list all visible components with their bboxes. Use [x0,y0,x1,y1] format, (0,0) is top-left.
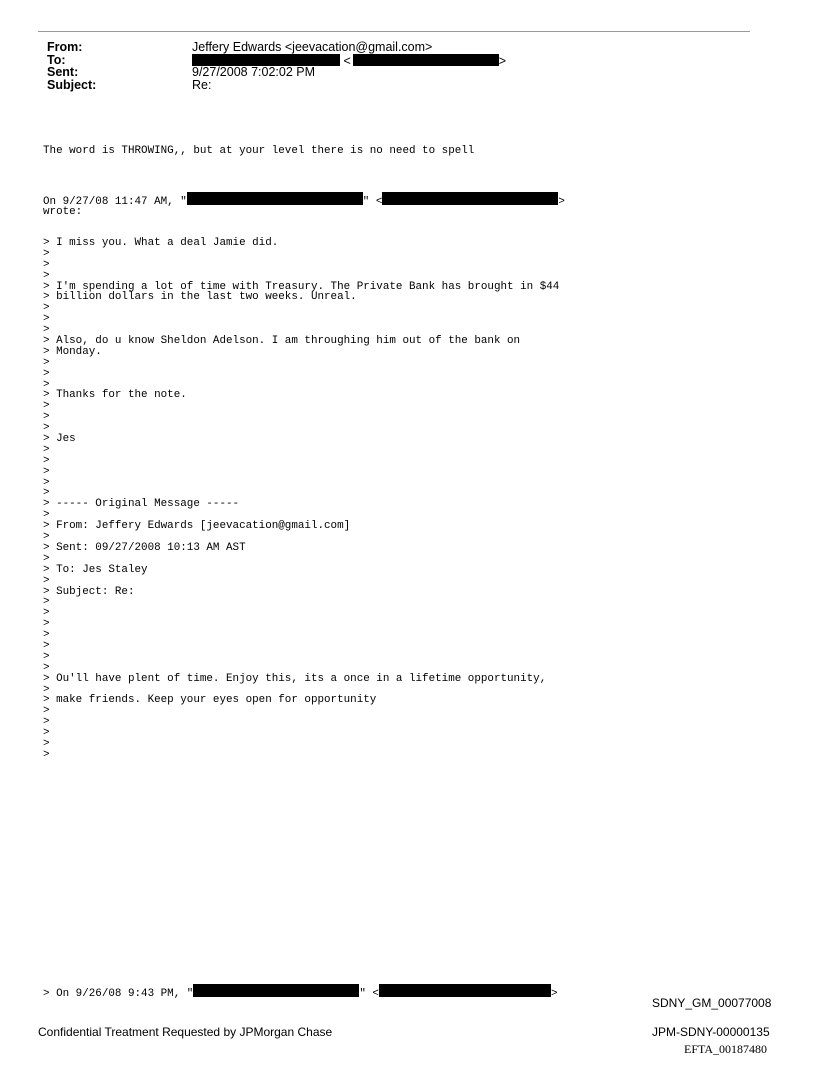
on-wrote-line [43,192,565,208]
sent-label: Sent: [47,65,79,79]
confidential-notice: Confidential Treatment Requested by JPMorgan Chase [38,1025,333,1039]
quoted-line: > billion dollars in the last two weeks. Unreal. [43,291,357,304]
quoted-line: > [43,509,50,522]
redaction-bar [379,984,551,997]
last-end: > [550,988,558,1000]
redaction-bar [382,192,558,205]
redaction-bar [192,54,340,66]
quoted-line: > I miss you. What a deal Jamie did. [43,237,279,249]
quoted-line: > Ou'll have plent of time. Enjoy this, its a once in a lifetime opportunity, [43,672,547,685]
quoted-line: > [43,661,50,674]
redaction-bar [193,984,359,997]
quoted-line: > [43,618,50,631]
quoted-line: > [43,639,50,652]
top-divider [38,31,750,32]
to-lt: < [343,53,351,68]
quoted-line: > [43,454,50,467]
quoted-line: > [43,411,50,424]
quoted-line: > Sent: 09/27/2008 10:13 AM AST [43,541,246,554]
redaction-bar [187,192,363,205]
quoted-line: > [43,737,50,750]
quoted-line: > [43,302,50,315]
bates-jpm: JPM-SDNY-00000135 [652,1025,770,1039]
to-gt: > [498,53,507,68]
quoted-line: > Thanks for the note. [43,389,187,402]
on-mid: " < [362,196,383,208]
last-on-line [43,984,557,1000]
quoted-line: > [43,683,50,696]
quoted-line: > [43,552,50,565]
quoted-line: > [43,465,50,478]
quoted-line: > [43,422,50,435]
quoted-line: > [43,596,50,609]
quoted-line: > [43,716,50,729]
on-prefix: On 9/27/08 11:47 AM, " [43,196,187,208]
quoted-line: > [43,324,50,337]
quoted-line: > [43,487,50,500]
quoted-line: > [43,443,50,456]
quoted-line: > [43,313,50,326]
quoted-line: > From: Jeffery Edwards [jeevacation@gmail.com] [43,520,351,533]
redaction-bar [353,54,499,66]
last-prefix: > On 9/26/08 9:43 PM, " [43,988,194,1000]
quoted-line: > To: Jes Staley [43,563,148,576]
efta-number: EFTA_00187480 [684,1042,768,1056]
quoted-line: > [43,400,50,413]
wrote-label: wrote: [43,206,83,218]
quoted-line: > [43,705,50,718]
from-value: Jeffery Edwards <jeevacation@gmail.com> [192,40,433,54]
quoted-line: > [43,258,50,271]
quoted-line: > [43,531,50,544]
subject-value: Re: [192,77,212,92]
quoted-line: > [43,650,50,663]
quoted-line: > Monday. [43,345,102,358]
to-label: To: [47,52,66,67]
quoted-line: > [43,269,50,282]
on-end: > [558,196,565,208]
quoted-line: > ----- Original Message ----- [43,498,240,511]
subject-label: Subject: [47,77,97,92]
quoted-line: > [43,378,50,391]
quoted-line: > [43,476,50,489]
quoted-line: > Also, do u know Sheldon Adelson. I am throughing him out of the bank on [43,335,521,348]
quoted-line: > make friends. Keep your eyes open for opportunity [43,694,377,707]
quoted-line: > [43,748,50,761]
quoted-line: > [43,367,50,380]
quoted-line: > I'm spending a lot of time with Treasury. The Private Bank has brought in $44 [43,280,560,293]
quoted-line: > [43,574,50,587]
quoted-line: > [43,607,50,620]
quoted-line: > [43,629,50,642]
from-label: From: [47,40,83,54]
quoted-line: > Subject: Re: [43,585,135,598]
reply-text: The word is THROWING,, but at your level there is no need to spell [43,145,475,157]
quoted-message [43,238,559,761]
last-mid: " < [359,988,379,1000]
quoted-line: > Jes [43,433,76,446]
quoted-line: > [43,356,50,369]
quoted-line: > [43,727,50,740]
sent-value: 9/27/2008 7:02:02 PM [192,65,316,79]
bates-sdny-gm: SDNY_GM_00077008 [652,996,772,1010]
quoted-line: > [43,247,50,260]
